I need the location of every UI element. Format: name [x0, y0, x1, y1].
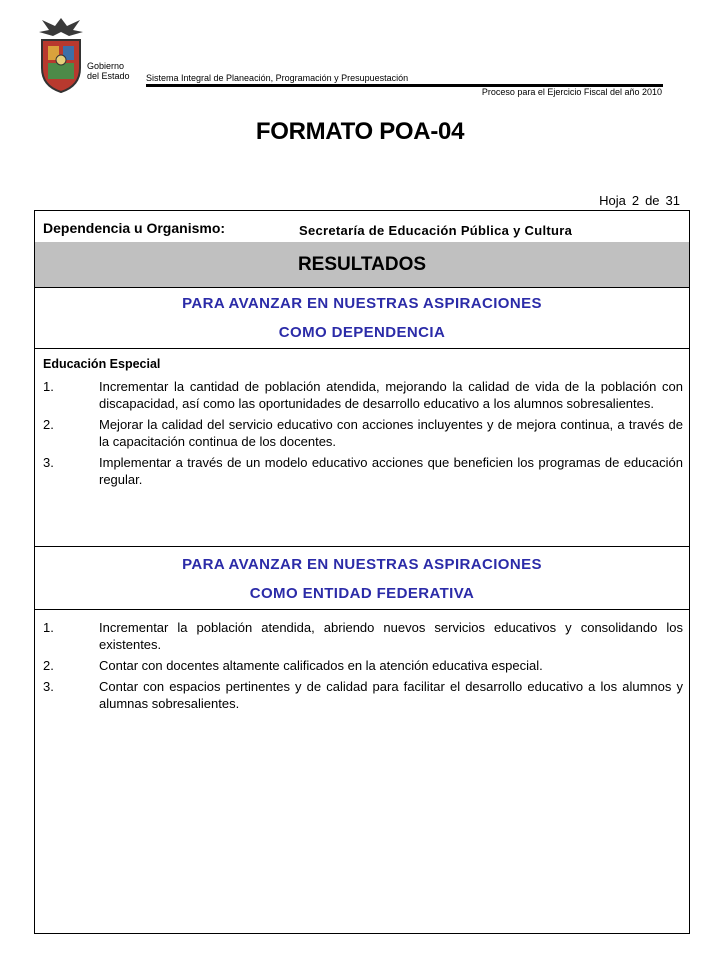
- list-item-text: Incrementar la población atendida, abriendo nuevos servicios educativos y consolidando los existentes.: [99, 620, 683, 652]
- dependency-section-heading: [35, 287, 689, 349]
- list-item-text: Contar con espacios pertinentes y de calidad para facilitar el desarrollo educativo a los alumnos y alumnas sobresalientes.: [99, 679, 683, 711]
- list-item-number: 1.: [43, 379, 54, 394]
- list-item-text: Mejorar la calidad del servicio educativo con acciones incluyentes y de mejora continua, a través de la capacitación continua de los docentes.: [99, 417, 683, 449]
- list-item-text: Contar con docentes altamente calificados en la atención educativa especial.: [99, 658, 543, 673]
- list-item-number: 1.: [43, 620, 54, 635]
- list-item: [43, 416, 683, 450]
- dependency-heading-line1: PARA AVANZAR EN NUESTRAS ASPIRACIONES: [182, 295, 542, 312]
- list-item-number: 2.: [43, 658, 54, 673]
- list-item-text: Implementar a través de un modelo educativo acciones que beneficien los programas de educación regular.: [99, 455, 683, 487]
- government-label: [87, 61, 130, 81]
- state-section-heading: [35, 546, 689, 610]
- dependency-label: Dependencia u Organismo:: [43, 220, 226, 236]
- government-label-line1: Gobierno: [87, 61, 125, 71]
- dependency-section-body: [35, 348, 689, 547]
- dependency-value: Secretaría de Educación Pública y Cultura: [299, 223, 573, 238]
- state-heading-line2: COMO ENTIDAD FEDERATIVA: [249, 585, 475, 602]
- government-label-line2: del Estado: [87, 71, 130, 81]
- document-title: FORMATO POA-04: [255, 118, 465, 145]
- dependency-row: [35, 211, 689, 243]
- list-item: [43, 454, 683, 488]
- form-table: [34, 210, 690, 934]
- dependency-subtitle: Educación Especial: [43, 357, 161, 371]
- list-item-number: 2.: [43, 417, 54, 432]
- fiscal-process: Proceso para el Ejercicio Fiscal del año 2010: [481, 87, 662, 97]
- list-item: [43, 657, 683, 674]
- page-number: 2: [631, 193, 640, 208]
- list-item: [43, 378, 683, 412]
- system-name: Sistema Integral de Planeación, Programación y Presupuestación: [146, 73, 409, 83]
- list-item-number: 3.: [43, 679, 54, 694]
- results-heading: RESULTADOS: [35, 242, 689, 288]
- dependency-heading-line2: COMO DEPENDENCIA: [278, 324, 446, 341]
- state-coat-of-arms-icon: [36, 16, 86, 96]
- page-of-label: de: [645, 193, 660, 208]
- page-indicator: [599, 193, 680, 208]
- list-item-text: Incrementar la cantidad de población atendida, mejorando la calidad de vida de la población con discapacidad, así como las oportunidades de desarrollo educativo a los alumnos sobresalientes.: [99, 379, 683, 411]
- list-item-number: 3.: [43, 455, 54, 470]
- page-total: 31: [665, 193, 680, 208]
- state-heading-line1: PARA AVANZAR EN NUESTRAS ASPIRACIONES: [182, 556, 542, 573]
- dependency-list: [43, 378, 683, 492]
- list-item: [43, 619, 683, 653]
- list-item: [43, 678, 683, 712]
- state-list: [43, 619, 683, 716]
- page-label: Hoja: [599, 193, 626, 208]
